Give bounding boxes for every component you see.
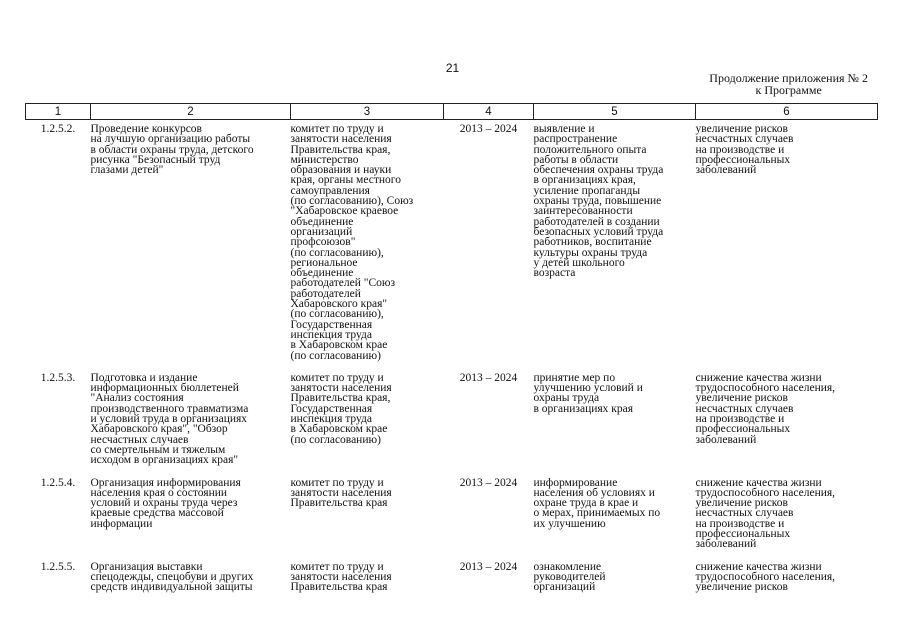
executors-cell: комитет по труду и занятости населения Правительства края, Государственная инспекция труда в Хабаровском крае (по согласованию) xyxy=(290,371,392,446)
activity-cell: Организация информирования населения края о состоянии условий и охраны труда через краевые средства массовой информации xyxy=(90,476,241,530)
column-header-1: 1 xyxy=(26,104,91,120)
row-number: 1.2.5.2. xyxy=(40,123,76,135)
column-header-4: 4 xyxy=(444,104,534,120)
result-cell: выявление и распространение положительного опыта работы в области обеспечения охраны труда в организациях края, усиление пропаганды охраны труда, повышение заинтересованности работодателей в создании безопасных условий труда работников, воспитание культуры охраны труда у детей школьного возраста xyxy=(533,123,664,280)
activity-cell: Организация выставки спецодежды, спецобуви и других средств индивидуальной защиты xyxy=(90,560,254,594)
executors-cell: комитет по труду и занятости населения Правительства края xyxy=(290,476,392,510)
row-number: 1.2.5.4. xyxy=(40,476,76,489)
activity-cell: Проведение конкурсов на лучшую организацию работы в области охраны труда, детского рисунка "Безопасный труд глазами детей" xyxy=(90,123,254,177)
consequences-cell: увеличение рисков несчастных случаев на производстве и профессиональных заболеваний xyxy=(695,123,794,177)
page-number: 21 xyxy=(445,61,460,75)
table-row xyxy=(26,120,878,369)
row-number: 1.2.5.5. xyxy=(40,560,76,573)
column-header-6: 6 xyxy=(696,104,878,120)
result-cell: принятие мер по улучшению условий и охраны труда в организациях края xyxy=(533,371,643,415)
header-row xyxy=(26,104,878,120)
appendix-note-line2: к Программе xyxy=(755,83,822,97)
table-row xyxy=(26,474,878,558)
period-cell: 2013 – 2024 xyxy=(459,123,518,135)
activity-cell: Подготовка и издание информационных бюллетеней "Анализ состояния производственного травматизма и условий труда в организациях Хабаровского края", "Обзор несчастных случаев со смертельным и тяжелым исходом в организациях края" xyxy=(90,371,249,467)
executors-cell: комитет по труду и занятости населения Правительства края, министерство образования и науки края, органы местного самоуправления (по согласованию), Союз "Хабаровское краевое объединение организаций профсоюзов" (по согласованию), региональное объединение работодателей "Союз работодателей Хабаровского края" (по согласованию), Государственная инспекция труда в Хабаровском крае (по согласованию) xyxy=(290,123,414,362)
column-header-2: 2 xyxy=(91,104,291,120)
column-header-5: 5 xyxy=(534,104,696,120)
period-cell: 2013 – 2024 xyxy=(459,476,518,489)
consequences-cell: снижение качества жизни трудоспособного населения, увеличение рисков несчастных случаев на производстве и профессиональных заболеваний xyxy=(695,476,836,551)
result-cell: ознакомление руководителей организаций xyxy=(533,560,606,594)
program-table xyxy=(25,103,878,600)
column-header-3: 3 xyxy=(291,104,444,120)
appendix-note-line1: Продолжение приложения № 2 xyxy=(709,71,868,85)
result-cell: информирование населения об условиях и охране труда в крае и о мерах, принимаемых по их улучшению xyxy=(533,476,661,530)
period-cell: 2013 – 2024 xyxy=(459,560,518,573)
appendix-note xyxy=(709,72,868,96)
consequences-cell: снижение качества жизни трудоспособного населения, увеличение рисков xyxy=(695,560,836,594)
table-row xyxy=(26,369,878,474)
period-cell: 2013 – 2024 xyxy=(459,371,518,384)
consequences-cell: снижение качества жизни трудоспособного населения, увеличение рисков несчастных случаев на производстве и профессиональных заболеваний xyxy=(695,371,836,446)
row-number: 1.2.5.3. xyxy=(40,371,76,384)
executors-cell: комитет по труду и занятости населения Правительства края xyxy=(290,560,392,594)
table-row xyxy=(26,558,878,601)
